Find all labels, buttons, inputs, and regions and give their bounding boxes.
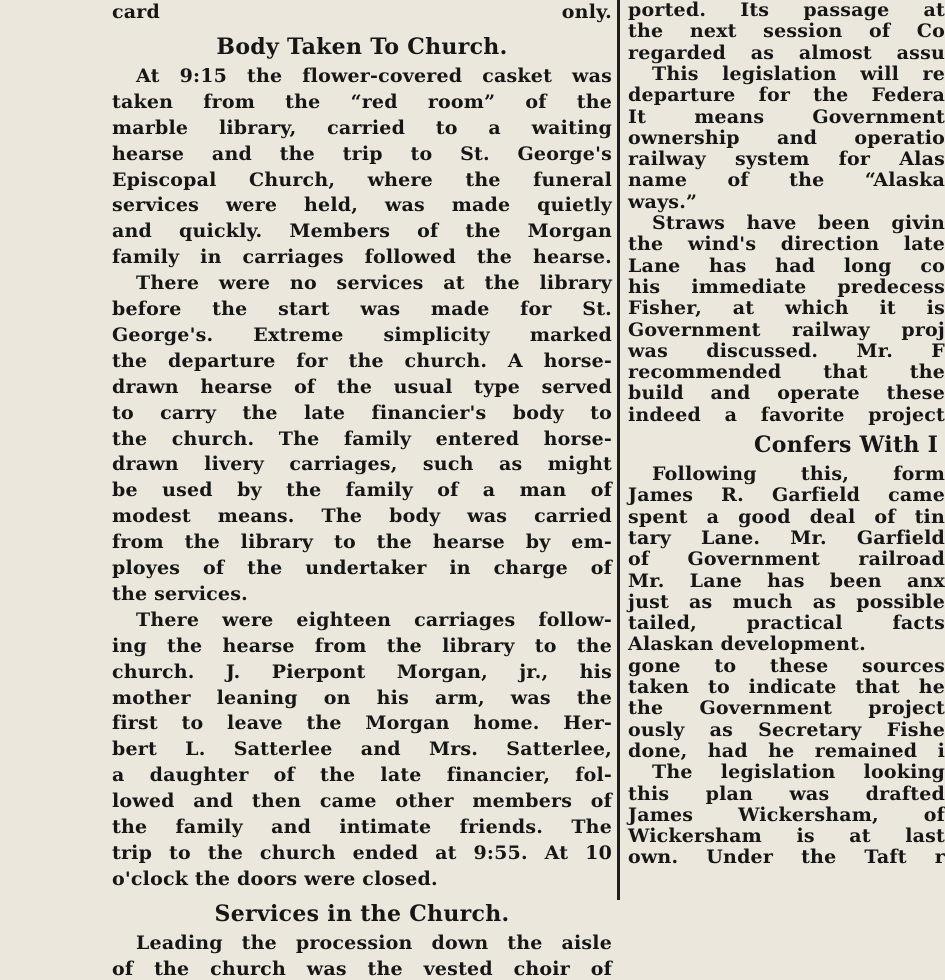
text-line: Lane has had long co xyxy=(628,254,945,277)
text-line: church. J. Pierpont Morgan, jr., his xyxy=(112,660,612,683)
text-line: drawn livery carriages, such as might xyxy=(112,453,612,476)
text-line: tailed, practical facts xyxy=(628,612,945,635)
text-line: of Government railroad xyxy=(628,548,945,571)
text-line: ployes of the undertaker in charge of xyxy=(112,557,612,579)
text-line: mother leaning on his arm, was the xyxy=(112,686,612,709)
text-line: the wind's direction late xyxy=(628,233,945,256)
text-line: done, had he remained i xyxy=(628,739,945,762)
text-line: of the church was the vested choir of xyxy=(112,957,612,980)
text-line: Fisher, at which it is xyxy=(628,297,945,320)
text-line: This legislation will re xyxy=(652,62,945,85)
text-line: the church. The family entered horse- xyxy=(112,427,612,450)
text-line: just as much as possible xyxy=(628,590,945,613)
text-line: At 9:15 the flower-covered casket was xyxy=(136,64,612,87)
text-line: James R. Garfield came xyxy=(628,484,945,507)
text-line: regarded as almost assu xyxy=(628,41,945,64)
text-line: The legislation looking xyxy=(652,761,945,784)
text-line: taken from the “red room” of the xyxy=(112,90,612,113)
text-line: services were held, was made quietly xyxy=(112,194,612,217)
text-line: and quickly. Members of the Morgan xyxy=(112,220,612,243)
text-line: o'clock the doors were closed. xyxy=(112,867,438,890)
text-line: Government railway proj xyxy=(628,318,945,341)
text-line: indeed a favorite project xyxy=(628,403,945,426)
text-line: spent a good deal of tin xyxy=(628,505,945,528)
text-line: bert L. Satterlee and Mrs. Satterlee, xyxy=(112,738,612,761)
text-line: George's. Extreme simplicity marked xyxy=(112,323,612,346)
text-line: ways.” xyxy=(628,190,698,213)
text-line: a daughter of the late financier, fol- xyxy=(112,764,612,787)
text-line: the Government project xyxy=(628,697,945,720)
column-rule xyxy=(617,0,620,900)
text-line: modest means. The body was carried xyxy=(112,505,612,528)
text-line: ported. Its passage at xyxy=(628,0,945,21)
text-line: James Wickersham, of xyxy=(628,803,945,826)
text-line: own. Under the Taft r xyxy=(628,846,945,869)
text-line: ownership and operatio xyxy=(628,126,945,149)
text-line: hearse and the trip to St. George's xyxy=(112,142,612,165)
text-line: ing the hearse from the library to the xyxy=(112,634,612,657)
text-line: family in carriages followed the hearse. xyxy=(112,246,612,269)
section-heading: Body Taken To Church. xyxy=(216,33,508,60)
text-line: It means Government xyxy=(628,105,945,128)
text-line: Mr. Lane has been anx xyxy=(628,569,945,592)
text-line: Episcopal Church, where the funeral xyxy=(112,168,612,191)
text-line: recommended that the xyxy=(628,361,945,384)
text-line: drawn hearse of the usual type served xyxy=(112,375,612,398)
text-line: this plan was drafted xyxy=(628,782,945,805)
left-column xyxy=(112,0,612,980)
text-line: Alaskan development. xyxy=(628,633,866,656)
text-line: railway system for Alas xyxy=(628,148,945,171)
text-line: from the library to the hearse by em- xyxy=(112,531,612,554)
text-line: the family and intimate friends. The xyxy=(112,816,612,838)
text-line: Leading the procession down the aisle xyxy=(136,931,612,954)
text-line: lowed and then came other members of xyxy=(112,790,612,813)
text-line: There were no services at the library xyxy=(136,272,612,295)
text-line: marble library, carried to a waiting xyxy=(112,116,612,139)
text-line: trip to the church ended at 9:55. At 10 xyxy=(112,841,612,864)
section-heading: Services in the Church. xyxy=(214,900,510,927)
text-line: There were eighteen carriages follow- xyxy=(136,608,612,631)
text-line: the departure for the church. A horse- xyxy=(112,349,612,372)
text-line: be used by the family of a man of xyxy=(112,479,612,502)
text-line: tary Lane. Mr. Garfield xyxy=(628,526,945,549)
section-heading: Confers With I xyxy=(754,432,939,458)
text-line: Following this, form xyxy=(652,463,945,485)
text-line: card only. xyxy=(112,1,612,23)
text-line: Straws have been givin xyxy=(652,212,945,234)
text-line: to carry the late financier's body to xyxy=(112,401,612,424)
text-line: gone to these sources xyxy=(628,654,945,677)
text-line: departure for the Federa xyxy=(628,84,945,107)
text-line: build and operate these xyxy=(628,382,945,405)
text-line: Wickersham is at last xyxy=(628,825,945,848)
text-line: first to leave the Morgan home. Her- xyxy=(112,712,612,735)
text-line: the next session of Co xyxy=(628,20,945,43)
right-column xyxy=(628,0,945,900)
text-line: the services. xyxy=(112,582,248,605)
text-line: taken to indicate that he xyxy=(628,676,945,698)
text-line: his immediate predecess xyxy=(628,275,945,298)
text-line: name of the “Alaska xyxy=(628,169,945,192)
text-line: was discussed. Mr. F xyxy=(628,339,945,362)
text-line: before the start was made for St. xyxy=(112,298,612,320)
text-line: ously as Secretary Fishe xyxy=(628,718,945,741)
